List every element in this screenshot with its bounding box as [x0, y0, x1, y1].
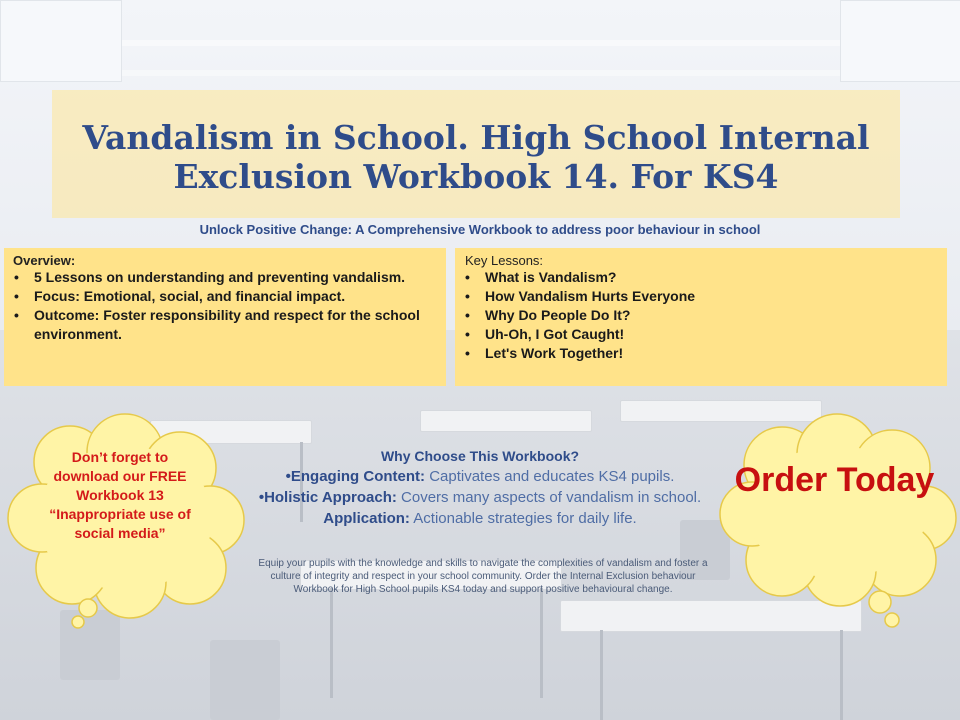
free-workbook-reminder: Don’t forget to download our FREE Workbook 13 “Inappropriate use of social media”: [49, 449, 191, 541]
closing-paragraph: Equip your pupils with the knowledge and skills to navigate the complexities of vandalism and foster a culture of integrity and respect in your school community. Order the Internal Exclusion behaviour Workbook for High School pupils KS4 today and support positive behavioural change.: [258, 558, 708, 595]
desk-leg: [840, 630, 843, 720]
key-lessons-heading: Key Lessons:: [465, 253, 544, 268]
ceiling-light-strip: [0, 70, 960, 76]
desk-leg: [330, 588, 333, 698]
benefit-line: Application: Actionable strategies for daily life.: [323, 510, 637, 527]
list-item: • Uh-Oh, I Got Caught!: [465, 326, 625, 342]
overview-list: [4, 268, 446, 344]
background-desk: [420, 410, 592, 432]
list-item: • How Vandalism Hurts Everyone: [465, 288, 696, 304]
page-subtitle: Unlock Positive Change: A Comprehensive Workbook to address poor behaviour in school: [199, 222, 761, 237]
why-choose-section: [225, 448, 735, 529]
list-item: • 5 Lessons on understanding and preventing vandalism.: [14, 269, 406, 285]
background-chair: [210, 640, 280, 720]
key-lessons-list: [455, 268, 947, 363]
list-item: • Let's Work Together!: [465, 345, 624, 361]
list-item: • What is Vandalism?: [465, 269, 617, 285]
key-lessons-box: [455, 248, 947, 386]
list-item: • Outcome: Foster responsibility and respect for the school environment.: [14, 307, 420, 342]
background-window: [840, 0, 960, 82]
desk-leg: [540, 588, 543, 698]
overview-box: [4, 248, 446, 386]
background-window: [0, 0, 122, 82]
desk-leg: [600, 630, 603, 720]
list-item: • Focus: Emotional, social, and financial impact.: [14, 288, 346, 304]
benefit-line: •Holistic Approach: Covers many aspects of vandalism in school.: [258, 489, 702, 506]
list-item: • Why Do People Do It?: [465, 307, 631, 323]
right-thought-cloud: [712, 410, 960, 635]
ceiling-light-strip: [0, 40, 960, 46]
order-today-button[interactable]: Order Today: [734, 461, 935, 499]
why-choose-heading: Why Choose This Workbook?: [380, 448, 580, 464]
benefit-line: •Engaging Content: Captivates and educates KS4 pupils.: [285, 468, 675, 485]
overview-heading: Overview:: [13, 253, 76, 268]
page-title: Vandalism in School. High School Internal Exclusion Workbook 14. For KS4: [82, 118, 870, 196]
